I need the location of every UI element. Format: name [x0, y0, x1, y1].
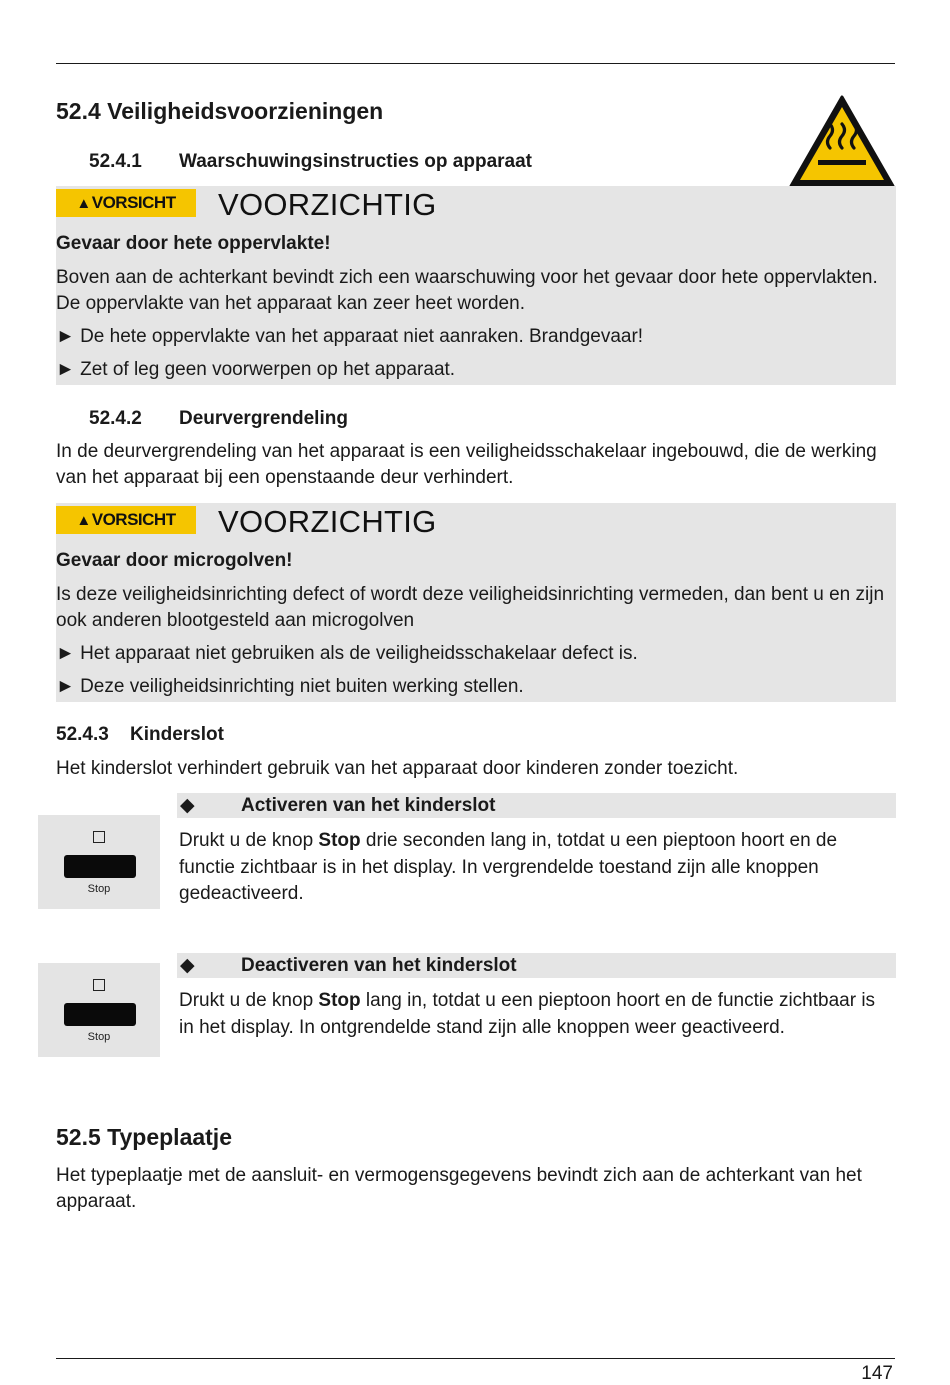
subsection-52-4-1-number: 52.4.1: [89, 151, 142, 172]
warning-triangle-icon: ▲: [76, 511, 91, 529]
subsection-52-4-3-title: Kinderslot: [130, 724, 224, 745]
section-52-4-title: 52.4 Veiligheidsvoorzieningen: [56, 98, 384, 124]
warning-triangle-icon: ▲: [76, 194, 91, 212]
stop-button-label: Stop: [87, 883, 111, 895]
signal-word: VOORZICHTIG: [218, 504, 437, 539]
activate-child-lock-title: Activeren van het kinderslot: [241, 795, 496, 816]
badge-label: VORSICHT: [91, 193, 176, 212]
stop-button-panel: [38, 815, 160, 909]
door-lock-text: In de deurvergrendeling van het apparaat is een veiligheidsschakelaar ingebouwd, die de werking van het apparaat bij een openstaande deur verhindert.: [56, 441, 877, 488]
subsection-52-4-2-title: Deurvergrendeling: [179, 408, 348, 429]
footer-rule: [56, 1358, 895, 1359]
section-52-5-title: 52.5 Typeplaatje: [56, 1124, 232, 1150]
activate-child-lock-header: [177, 793, 896, 818]
hazard-title: Gevaar door microgolven!: [56, 550, 293, 571]
deactivate-text-post: lang in, totdat u een pieptoon hoort en de functie zichtbaar is in het display. In ontgrendelde stand zijn alle knoppen weer geactiveerd.: [179, 990, 876, 1038]
hazard-text: Is deze veiligheidsinrichting defect of wordt deze veiligheidsinrichting vermeden, dan bent u en zijn ook anderen blootgesteld aan microgolven: [56, 584, 885, 631]
vorsicht-badge: [56, 506, 196, 534]
action-item: ► De hete oppervlakte van het apparaat niet aanraken. Brandgevaar!: [56, 326, 644, 347]
subsection-52-4-3-number: 52.4.3: [56, 724, 109, 745]
hazard-text: Boven aan de achterkant bevindt zich een waarschuwing voor het gevaar door hete oppervlakten. De oppervlakte van het apparaat kan zeer heet worden.: [56, 267, 878, 314]
deactivate-child-lock-text: [179, 988, 889, 1041]
stop-button-icon: [64, 1003, 136, 1026]
diamond-bullet-icon: ◆: [180, 795, 195, 816]
diamond-bullet-icon: ◆: [180, 955, 195, 976]
action-item: ► Het apparaat niet gebruiken als de veiligheidsschakelaar defect is.: [56, 643, 638, 664]
deactivate-text-pre: Drukt u de knop: [179, 990, 319, 1011]
signal-word: VOORZICHTIG: [218, 187, 437, 222]
hazard-title: Gevaar door hete oppervlakte!: [56, 233, 331, 254]
lock-indicator-icon: [93, 979, 105, 991]
stop-button-label: Stop: [87, 1031, 111, 1043]
warning-box-microwaves: [56, 503, 896, 702]
vorsicht-badge: [56, 189, 196, 217]
subsection-52-4-1-title: Waarschuwingsinstructies op apparaat: [179, 151, 532, 172]
type-plate-text: Het typeplaatje met de aansluit- en vermogensgegevens bevindt zich aan de achterkant van het apparaat.: [56, 1165, 862, 1212]
deactivate-child-lock-header: [177, 953, 896, 978]
activate-child-lock-text: [179, 828, 889, 908]
stop-keyword: Stop: [318, 830, 361, 851]
action-item: ► Deze veiligheidsinrichting niet buiten werking stellen.: [56, 676, 524, 697]
action-item: ► Zet of leg geen voorwerpen op het apparaat.: [56, 359, 456, 380]
lock-indicator-icon: [93, 831, 105, 843]
stop-button-icon: [64, 855, 136, 878]
activate-text-pre: Drukt u de knop: [179, 830, 319, 851]
page-number: 147: [861, 1363, 893, 1384]
warning-box-hot-surface: [56, 186, 896, 385]
deactivate-child-lock-title: Deactiveren van het kinderslot: [241, 955, 517, 976]
badge-label: VORSICHT: [91, 510, 176, 529]
header-rule: [56, 63, 895, 64]
hot-surface-warning-icon: [788, 94, 896, 190]
child-lock-text: Het kinderslot verhindert gebruik van het apparaat door kinderen zonder toezicht.: [56, 758, 739, 779]
activate-text-post: drie seconden lang in, totdat u een pieptoon hoort en de functie zichtbaar is in het display. In vergrendelde toestand zijn alle knoppen gedeactiveerd.: [179, 830, 838, 904]
subsection-52-4-2-number: 52.4.2: [89, 408, 142, 429]
stop-keyword: Stop: [318, 990, 361, 1011]
stop-button-panel: [38, 963, 160, 1057]
